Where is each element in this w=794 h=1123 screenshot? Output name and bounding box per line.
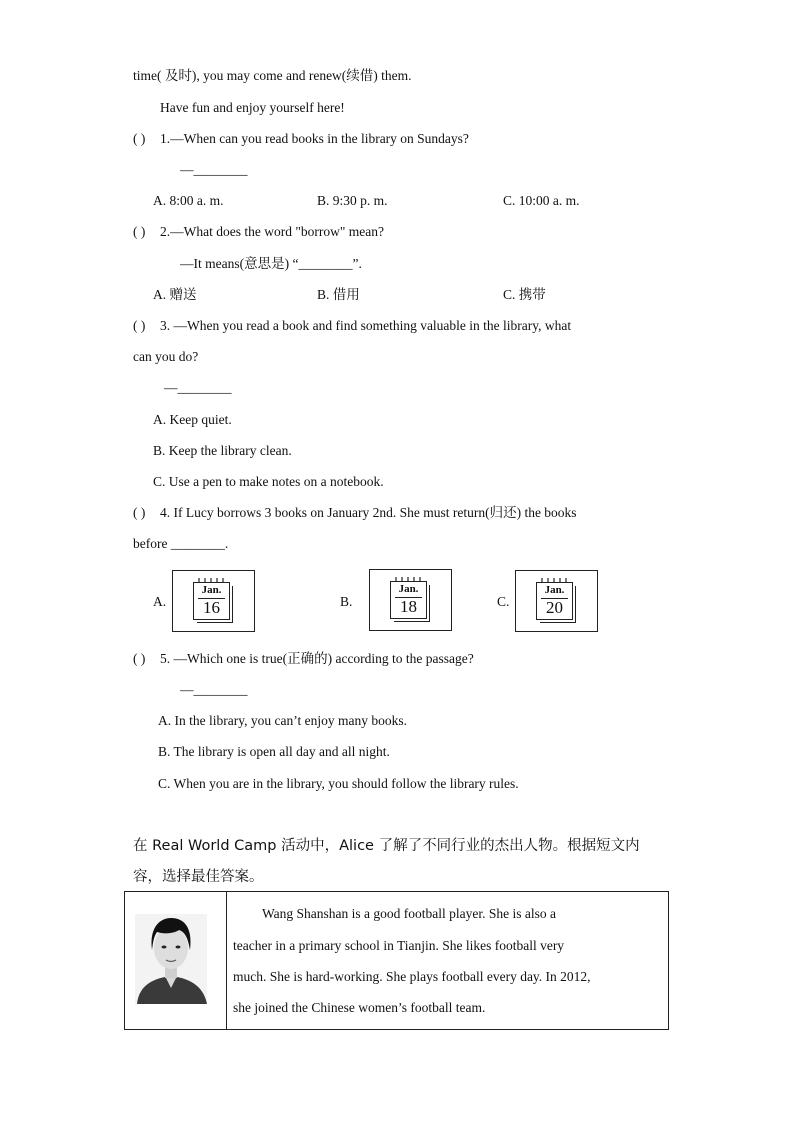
q2-option-a[interactable]: A. 赠送 — [153, 287, 197, 302]
passage-line-4: she joined the Chinese women’s football team. — [233, 1000, 486, 1015]
q3-option-c[interactable]: C. Use a pen to make notes on a notebook. — [153, 474, 384, 489]
q1-question: 1.—When can you read books in the library on Sundays? — [160, 131, 469, 146]
q3-option-b[interactable]: B. Keep the library clean. — [153, 443, 292, 458]
calendar-day: 18 — [400, 597, 417, 616]
calendar-icon — [390, 579, 428, 619]
q1-answer-blank: —________ — [180, 162, 248, 177]
q2-option-c[interactable]: C. 携带 — [503, 287, 546, 302]
q4-option-c-label[interactable]: C. — [497, 594, 510, 609]
calendar-icon — [193, 580, 231, 620]
section-instruction-line-1: 在 Real World Camp 活动中，Alice 了解了不同行业的杰出人物。根据短文内 — [133, 838, 640, 854]
q5-option-c[interactable]: C. When you are in the library, you should follow the library rules. — [158, 776, 519, 791]
q2-option-b[interactable]: B. 借用 — [317, 287, 360, 302]
q3-paren[interactable]: ( ) — [133, 318, 146, 333]
passage-table — [124, 891, 669, 1030]
q4-option-a-calendar[interactable] — [172, 570, 255, 632]
q5-answer-blank: —________ — [180, 682, 248, 697]
q1-option-a[interactable]: A. 8:00 a. m. — [153, 193, 224, 208]
calendar-month: Jan. — [201, 584, 222, 596]
q4-question: 4. If Lucy borrows 3 books on January 2nd. She must return(归还) the books — [160, 505, 577, 520]
calendar-day: 20 — [546, 598, 563, 617]
q4-option-b-calendar[interactable] — [369, 569, 452, 631]
q2-answer: —It means(意思是) “________”. — [180, 256, 362, 271]
q3-option-a[interactable]: A. Keep quiet. — [153, 412, 232, 427]
intro-line-2: Have fun and enjoy yourself here! — [160, 100, 345, 115]
section-instruction-line-2: 容，选择最佳答案。 — [133, 869, 264, 885]
passage-line-1: Wang Shanshan is a good football player. She is also a — [262, 906, 556, 921]
q1-option-c[interactable]: C. 10:00 a. m. — [503, 193, 580, 208]
q1-option-b[interactable]: B. 9:30 p. m. — [317, 193, 388, 208]
q5-option-a[interactable]: A. In the library, you can’t enjoy many books. — [158, 713, 407, 728]
q2-question: 2.—What does the word "borrow" mean? — [160, 224, 384, 239]
q4-question-cont: before ________. — [133, 536, 229, 551]
q4-option-b-label[interactable]: B. — [340, 594, 353, 609]
q5-question: 5. —Which one is true(正确的) according to the passage? — [160, 651, 474, 666]
q1-paren[interactable]: ( ) — [133, 131, 146, 146]
q4-option-a-label[interactable]: A. — [153, 594, 167, 609]
portrait-image — [125, 892, 226, 1029]
q5-paren[interactable]: ( ) — [133, 651, 146, 666]
intro-line-1: time( 及时), you may come and renew(续借) them. — [133, 68, 412, 83]
passage-line-2: teacher in a primary school in Tianjin. She likes football very — [233, 938, 565, 953]
q4-paren[interactable]: ( ) — [133, 505, 146, 520]
q5-option-b[interactable]: B. The library is open all day and all night. — [158, 744, 390, 759]
calendar-month: Jan. — [544, 584, 565, 596]
passage-cell — [227, 892, 669, 1030]
q3-question: 3. —When you read a book and find something valuable in the library, what — [160, 318, 572, 333]
q2-paren[interactable]: ( ) — [133, 224, 146, 239]
q3-answer-blank: —________ — [164, 380, 232, 395]
q4-option-c-calendar[interactable] — [515, 570, 598, 632]
calendar-day: 16 — [203, 598, 220, 617]
calendar-icon — [536, 580, 574, 620]
photo-cell — [125, 892, 227, 1030]
passage-line-3: much. She is hard-working. She plays football every day. In 2012, — [233, 969, 591, 984]
q3-question-cont: can you do? — [133, 349, 199, 364]
calendar-month: Jan. — [398, 583, 419, 595]
